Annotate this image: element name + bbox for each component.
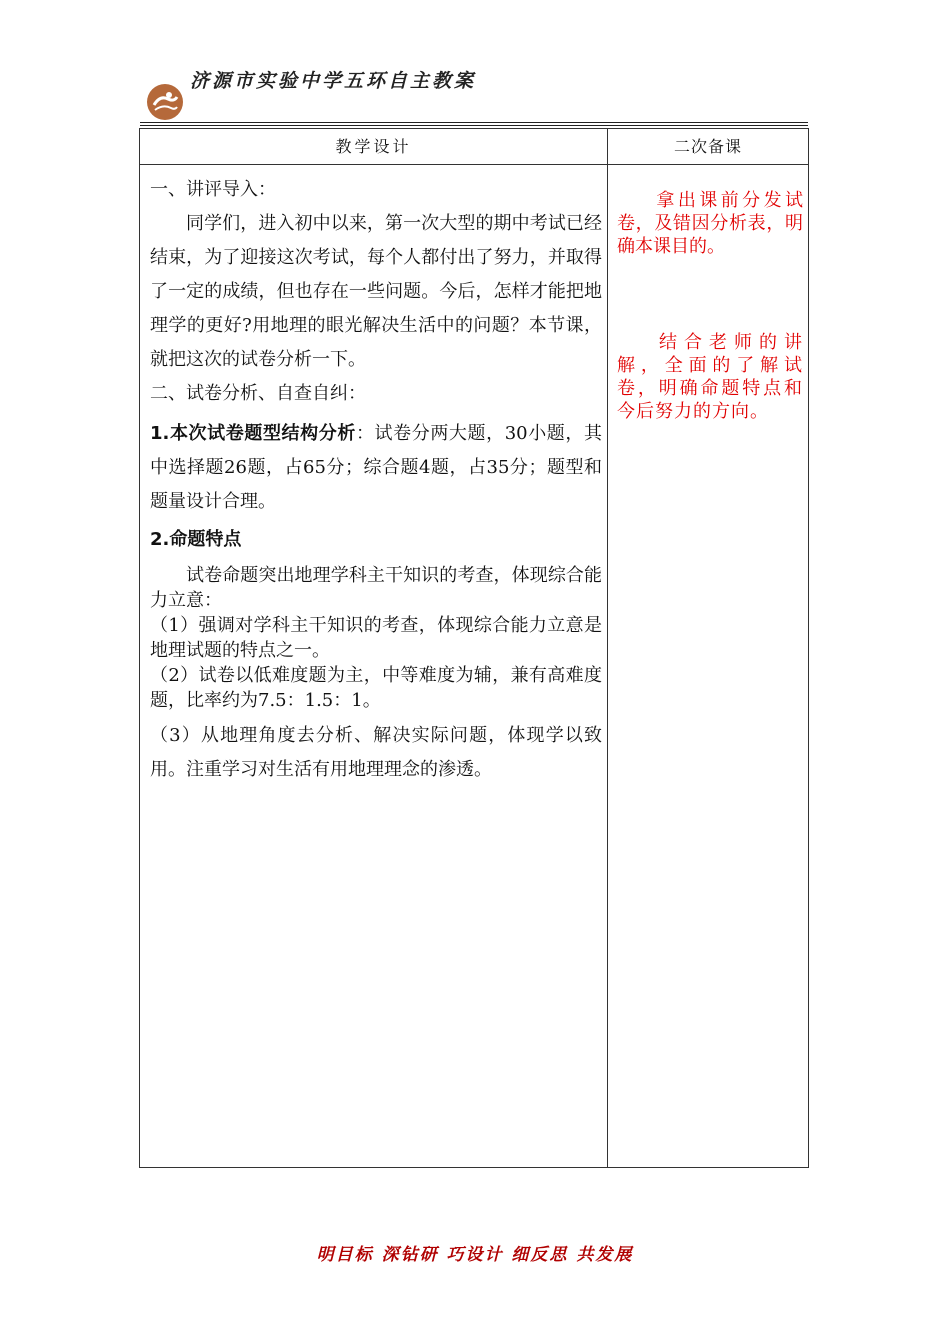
side-note-1-text: 拿出课前分发试卷，及错因分析表，明确本课目的。 xyxy=(617,190,803,257)
school-title: 济源市实验中学五环自主教案 xyxy=(190,70,477,92)
side-note-2-text: 结合老师的讲解，全面的了解试卷，明确命题特点和今后努力的方向。 xyxy=(617,332,803,422)
teaching-design-content xyxy=(150,173,602,787)
point3: （3）从地理角度去分析、解决实际问题，体现学以致用。注重学习对生活有用地理理念的渗透。 xyxy=(150,725,602,780)
column-divider xyxy=(607,129,608,1167)
item2-intro: 试卷命题突出地理学科主干知识的考查，体现综合能力立意： xyxy=(150,565,602,611)
side-note-1 xyxy=(617,189,803,258)
section1-paragraph: 同学们，进入初中以来，第一次大型的期中考试已经结束，为了迎接这次考试，每个人都付出了努力，并取得了一定的成绩，但也存在一些问题。今后，怎样才能把地理学的更好?用地理的眼光解决生活中的问题？本节课，就把这次的试卷分析一下。 xyxy=(150,213,602,370)
item1-text: ：试卷分两大题，30小题，其中选择题26题，占65分；综合题4题，占35分；题型和题量设计合理。 xyxy=(150,423,602,512)
section1-heading: 一、讲评导入： xyxy=(150,179,276,200)
second-preparation-header: 二次备课 xyxy=(673,137,742,156)
item1-block xyxy=(150,417,602,519)
teaching-design-header: 教学设计 xyxy=(335,137,412,156)
side-note-2 xyxy=(617,331,803,423)
item2-title: 2.命题特点 xyxy=(150,529,242,550)
header-rule xyxy=(140,122,808,123)
header-rule-secondary xyxy=(140,125,808,126)
school-logo-icon xyxy=(146,83,184,121)
lesson-plan-table xyxy=(139,128,809,1168)
point2: （2）试卷以低难度题为主，中等难度为辅，兼有高难度题，比率约为7.5：1.5：1。 xyxy=(150,665,602,711)
footer-motto: 明目标 深钻研 巧设计 细反思 共发展 xyxy=(316,1245,634,1265)
item1-title: 1.本次试卷题型结构分析 xyxy=(150,423,356,444)
point1: （1）强调对学科主干知识的考查，体现综合能力立意是地理试题的特点之一。 xyxy=(150,615,602,661)
header-row-divider xyxy=(140,164,808,165)
section2-heading: 二、试卷分析、自查自纠： xyxy=(150,383,366,404)
